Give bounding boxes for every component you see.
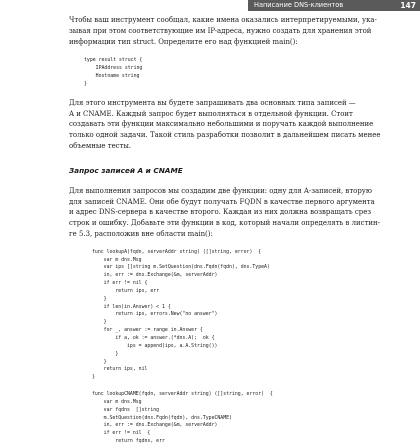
code-listing-lookupCNAME: func lookupCNAME(fqdn, serverAddr string) ([]string, error) { var m dns.Msg var fqdns []string m.SetQuestion(dns.Fqdn(fqdn), dns.TypeCNAME) in, err := dns.Exchange(&m, serverAddr) if err != nil { return fqdns, err <box>92 391 273 445</box>
section-heading: Запрос записей A и CNAME <box>69 165 183 175</box>
code-listing-lookupA: func lookupA(fqdn, serverAddr string) ([]string, error) { var m dns.Msg var ips []string m.SetQuestion(dns.Fqdn(fqdn), dns.TypeA) in, err := dns.Exchange(&m, serverAddr) if err != nil { return ips, err } if len(in.Answer) < 1 { return ips, errors.New("no answer") } for _, answer := range in.Answer { if a, ok := answer.(*dns.A); ok { ips = append(ips, a.A.String()) } } return ips, nil } <box>92 248 270 381</box>
paragraph-lookup-functions: Для выполнения запросов мы создадим две функции: одну для A-записей, вторую для записей CNAME. Они обе будут получать FQDN в качестве первого аргумента и адрес DNS-сервера в качестве второго. Каждая из них должна возвращать срез строк и ошибку. Добавьте эти функции в код, который начали определять в листин- ге 5.3, расположив вне области main(): <box>69 186 380 238</box>
code-listing-result-struct: type result struct { IPAddress string Hostname string } <box>84 57 143 87</box>
page-number: 147 <box>400 1 416 10</box>
paragraph-result-struct: Чтобы ваш инструмент сообщал, какие имена оказались интерпретируемыми, ука- зывая при этом соответствующие им IP-адреса, нужно создать для хранения этой информации тип struct. Определите его над функцией main(): <box>69 16 377 46</box>
page-body <box>69 15 381 446</box>
paragraph-record-types: Для этого инструмента вы будете запрашивать два основных типа записей — A и CNAME. Каждый запрос будет выполняться в отдельной функции. Стоит создавать эти функции максимально небольшими и поручать каждой выполнение только одной задачи. Такой стиль разработки позволит в дальнейшем писать менее объемные тесты. <box>69 98 381 150</box>
running-header-title: Написание DNS-клиентов <box>254 1 344 9</box>
